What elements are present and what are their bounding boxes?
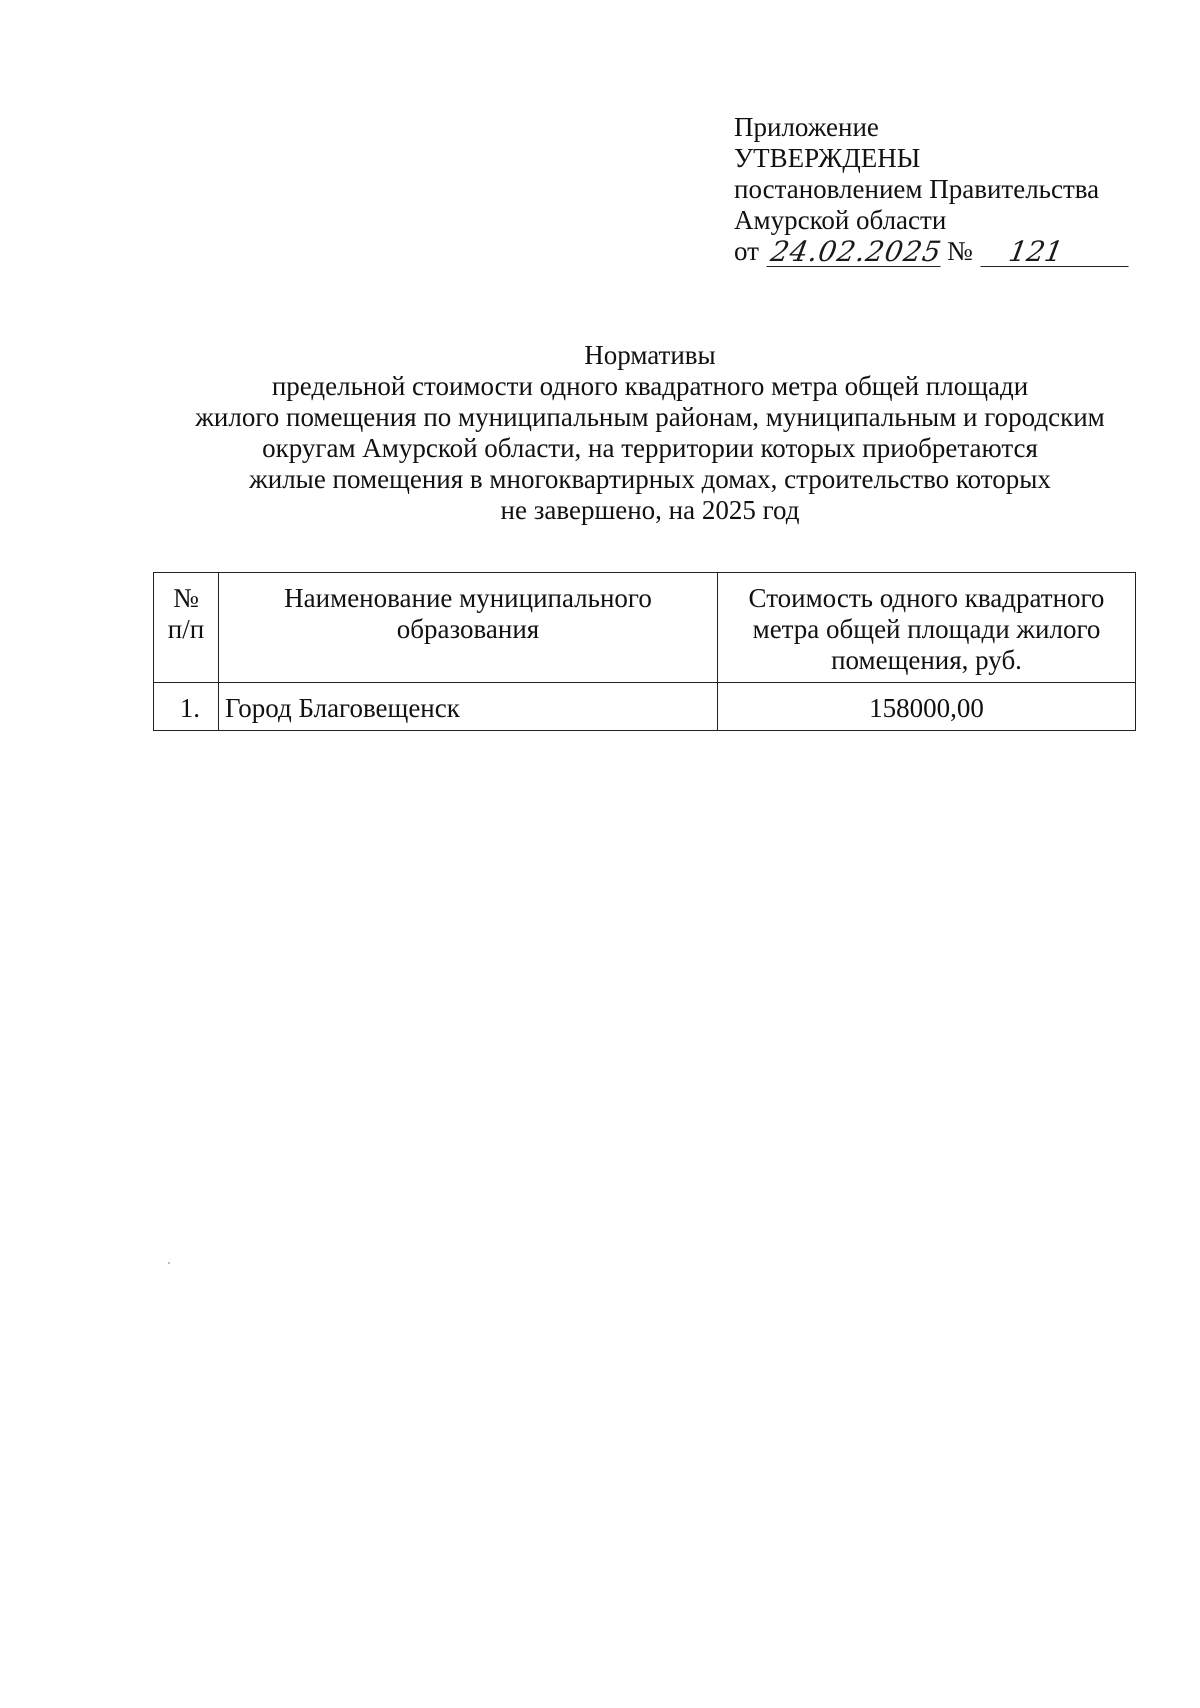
handwritten-date: 24.02.2025: [768, 235, 945, 268]
approval-line-appendix: Приложение: [734, 112, 879, 142]
row-municipality: Город Благовещенск: [219, 683, 718, 731]
header-municipality: [219, 573, 718, 683]
from-label: от: [734, 236, 759, 266]
approval-stamp-block: [734, 112, 1154, 267]
table-header-row: [154, 573, 1136, 683]
scan-speck: [168, 1262, 170, 1264]
header-cost-line-3: помещения, руб.: [831, 645, 1022, 675]
header-number: [154, 573, 219, 683]
document-title: [120, 340, 1180, 526]
title-line-5: жилые помещения в многоквартирных домах, строительство которых: [249, 464, 1051, 494]
norms-table: [153, 572, 1136, 731]
row-cost: 158000,00: [718, 683, 1136, 731]
approval-date-number-line: [734, 236, 1154, 267]
header-number-line-2: п/п: [167, 614, 205, 644]
header-cost-line-2: метра общей площади жилого: [752, 614, 1101, 644]
header-cost-line-1: Стоимость одного квадратного: [748, 583, 1105, 613]
row-number: 1.: [154, 683, 219, 731]
handwritten-number: 121: [980, 238, 1133, 267]
approval-line-resolution: постановлением Правительства: [734, 174, 1100, 204]
number-label: №: [946, 236, 973, 266]
header-municipality-line-1: Наименование муниципального: [284, 583, 652, 613]
header-number-line-1: №: [173, 583, 199, 613]
title-line-1: Нормативы: [584, 340, 716, 370]
title-line-6: не завершено, на 2025 год: [500, 495, 800, 525]
header-municipality-line-2: образования: [396, 614, 540, 644]
header-cost: [718, 573, 1136, 683]
title-line-2: предельной стоимости одного квадратного метра общей площади: [271, 371, 1029, 401]
table-row: [154, 683, 1136, 731]
approval-line-region: Амурской области: [734, 205, 947, 235]
title-line-3: жилого помещения по муниципальным районам, муниципальным и городским: [195, 402, 1105, 432]
title-line-4: округам Амурской области, на территории которых приобретаются: [262, 433, 1038, 463]
approval-line-approved: УТВЕРЖДЕНЫ: [734, 143, 921, 173]
